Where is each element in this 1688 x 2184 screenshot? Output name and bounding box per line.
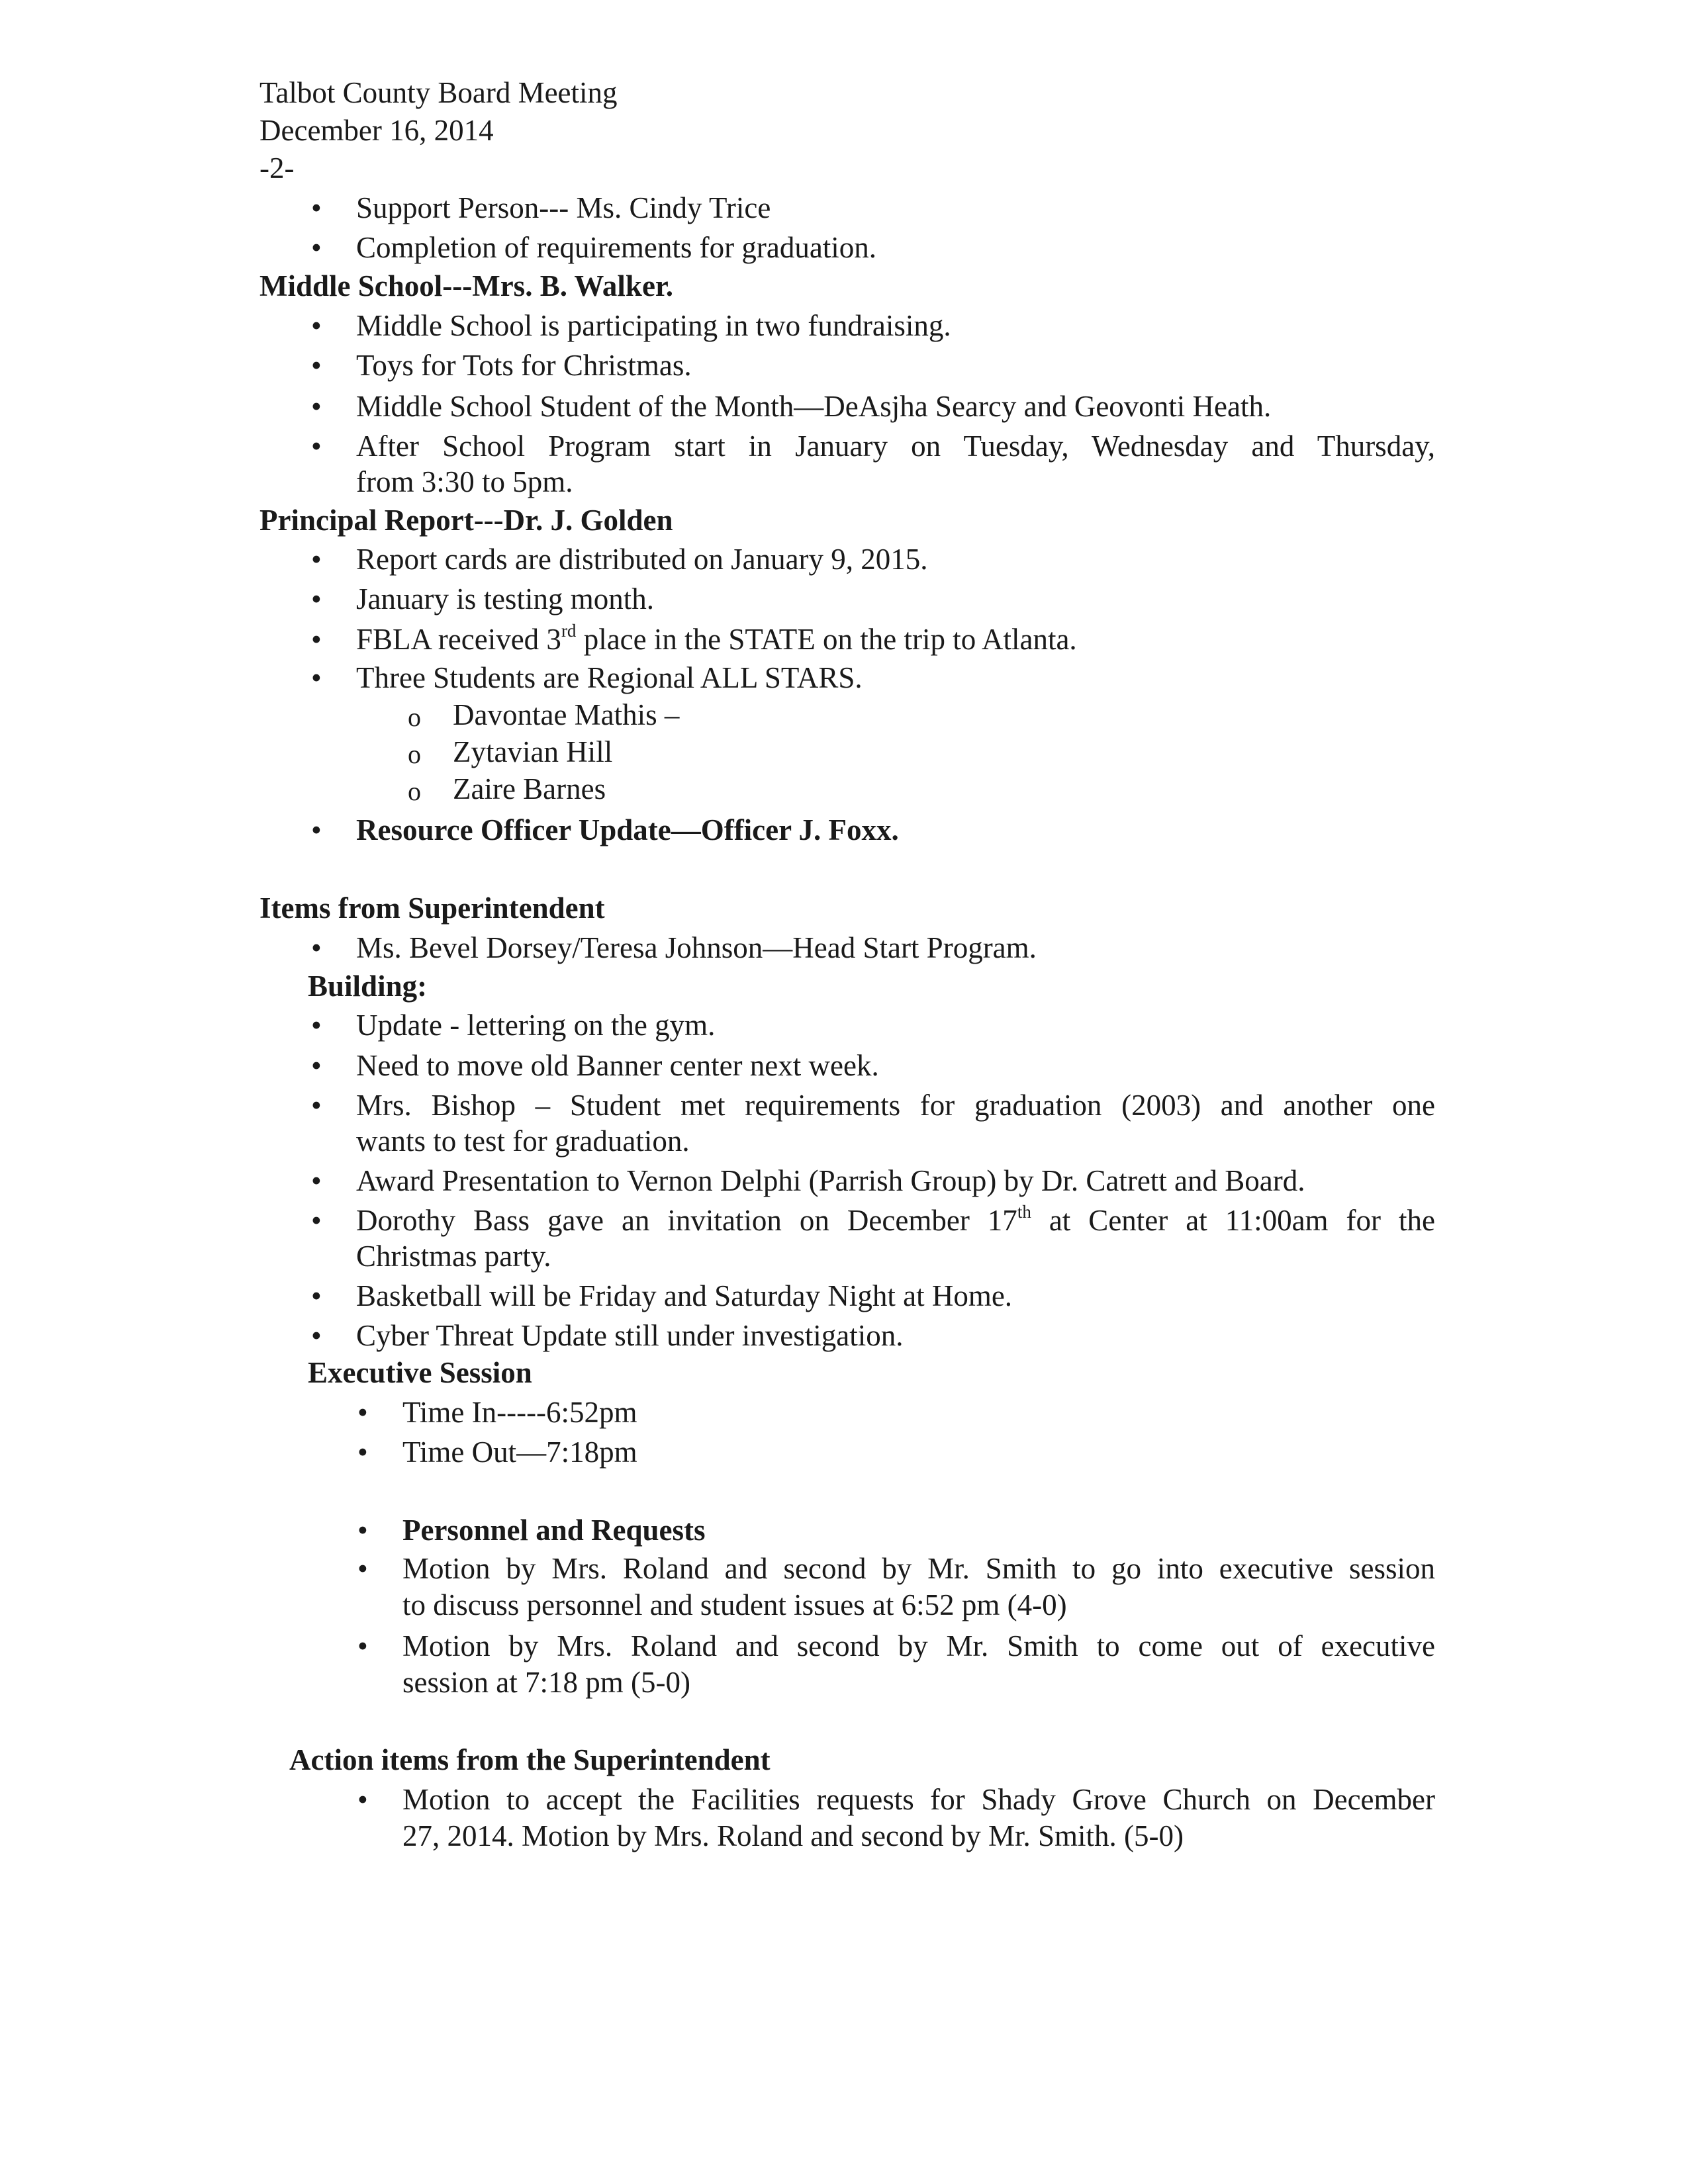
list-item-continuation: 27, 2014. Motion by Mrs. Roland and second by Mr. Smith. (5-0) [402, 1819, 1184, 1852]
circle-bullet-icon [408, 739, 421, 768]
sub-list-item: Zaire Barnes [453, 772, 606, 805]
list-item: Need to move old Banner center next week. [356, 1049, 879, 1082]
bullet-icon [311, 1321, 322, 1351]
list-item-resource-officer: Resource Officer Update—Officer J. Foxx. [356, 813, 899, 846]
bullet-icon [357, 1516, 368, 1545]
bullet-icon [357, 1398, 368, 1428]
circle-bullet-icon [408, 776, 421, 805]
fbla-text-rest: place in the STATE on the trip to Atlanta. [576, 623, 1077, 656]
list-item: Toys for Tots for Christmas. [356, 349, 692, 382]
bullet-icon [311, 1206, 322, 1236]
list-item: Middle School Student of the Month—DeAsjha Searcy and Geovonti Heath. [356, 390, 1272, 423]
bullet-icon [357, 1631, 368, 1661]
list-item: Update - lettering on the gym. [356, 1009, 716, 1042]
bullet-icon [311, 584, 322, 614]
bullet-icon [311, 663, 322, 693]
subheading-executive-session: Executive Session [308, 1356, 532, 1389]
invitation-text-rest: at Center at 11:00am for the [1031, 1204, 1436, 1237]
bullet-icon [311, 1091, 322, 1120]
list-item: Cyber Threat Update still under investigation. [356, 1319, 904, 1352]
section-heading-superintendent: Items from Superintendent [259, 891, 605, 925]
list-item-invitation [356, 1202, 1436, 1237]
list-item-continuation: Christmas party. [356, 1240, 551, 1273]
page-number: -2- [259, 152, 295, 185]
bullet-icon [311, 233, 322, 263]
list-item: Time In-----6:52pm [402, 1396, 637, 1429]
bullet-icon [311, 545, 322, 574]
bullet-icon [311, 193, 322, 223]
list-item: January is testing month. [356, 582, 654, 615]
bullet-icon [311, 815, 322, 845]
list-item-fbla [356, 621, 1077, 656]
sub-list-item: Davontae Mathis – [453, 698, 680, 731]
list-item-continuation: wants to test for graduation. [356, 1124, 690, 1158]
section-heading-principal-report: Principal Report---Dr. J. Golden [259, 504, 673, 537]
section-heading-middle-school: Middle School---Mrs. B. Walker. [259, 269, 674, 302]
bullet-icon [311, 1051, 322, 1081]
list-item: Award Presentation to Vernon Delphi (Parrish Group) by Dr. Catrett and Board. [356, 1164, 1305, 1197]
header-date: December 16, 2014 [259, 114, 494, 147]
list-item: Motion by Mrs. Roland and second by Mr. Smith to go into executive session [402, 1552, 1435, 1585]
list-item: Motion by Mrs. Roland and second by Mr. Smith to come out of executive [402, 1629, 1435, 1662]
list-item: Support Person--- Ms. Cindy Trice [356, 191, 771, 224]
bullet-icon [311, 351, 322, 381]
bullet-icon [311, 625, 322, 655]
list-item-personnel: Personnel and Requests [402, 1514, 706, 1547]
invitation-text: Dorothy Bass gave an invitation on December 17 [356, 1204, 1017, 1237]
list-item: Ms. Bevel Dorsey/Teresa Johnson—Head Start Program. [356, 931, 1037, 964]
sub-list-item: Zytavian Hill [453, 735, 613, 768]
ordinal-suffix: th [1017, 1202, 1031, 1222]
list-item-continuation: to discuss personnel and student issues at 6:52 pm (4-0) [402, 1588, 1067, 1621]
bullet-icon [357, 1437, 368, 1467]
section-heading-action-items: Action items from the Superintendent [289, 1743, 771, 1776]
circle-bullet-icon [408, 702, 421, 731]
list-item: Three Students are Regional ALL STARS. [356, 661, 863, 694]
bullet-icon [311, 933, 322, 963]
list-item: Basketball will be Friday and Saturday Night at Home. [356, 1279, 1013, 1312]
list-item-continuation: session at 7:18 pm (5-0) [402, 1666, 690, 1699]
list-item: After School Program start in January on Tuesday, Wednesday and Thursday, [356, 430, 1435, 463]
bullet-icon [311, 392, 322, 422]
list-item-continuation: from 3:30 to 5pm. [356, 465, 573, 498]
bullet-icon [311, 1281, 322, 1311]
bullet-icon [357, 1785, 368, 1815]
list-item: Motion to accept the Facilities requests for Shady Grove Church on December [402, 1783, 1435, 1816]
list-item: Mrs. Bishop – Student met requirements for graduation (2003) and another one [356, 1089, 1435, 1122]
ordinal-suffix: rd [561, 621, 577, 641]
bullet-icon [311, 311, 322, 341]
list-item: Completion of requirements for graduation. [356, 231, 877, 264]
bullet-icon [311, 432, 322, 461]
list-item: Middle School is participating in two fundraising. [356, 309, 951, 342]
fbla-text: FBLA received 3 [356, 623, 561, 656]
list-item: Report cards are distributed on January 9, 2015. [356, 543, 928, 576]
bullet-icon [311, 1166, 322, 1196]
subheading-building: Building: [308, 970, 428, 1003]
header-title: Talbot County Board Meeting [259, 76, 618, 109]
bullet-icon [311, 1011, 322, 1040]
bullet-icon [357, 1554, 368, 1584]
list-item: Time Out—7:18pm [402, 1435, 637, 1469]
